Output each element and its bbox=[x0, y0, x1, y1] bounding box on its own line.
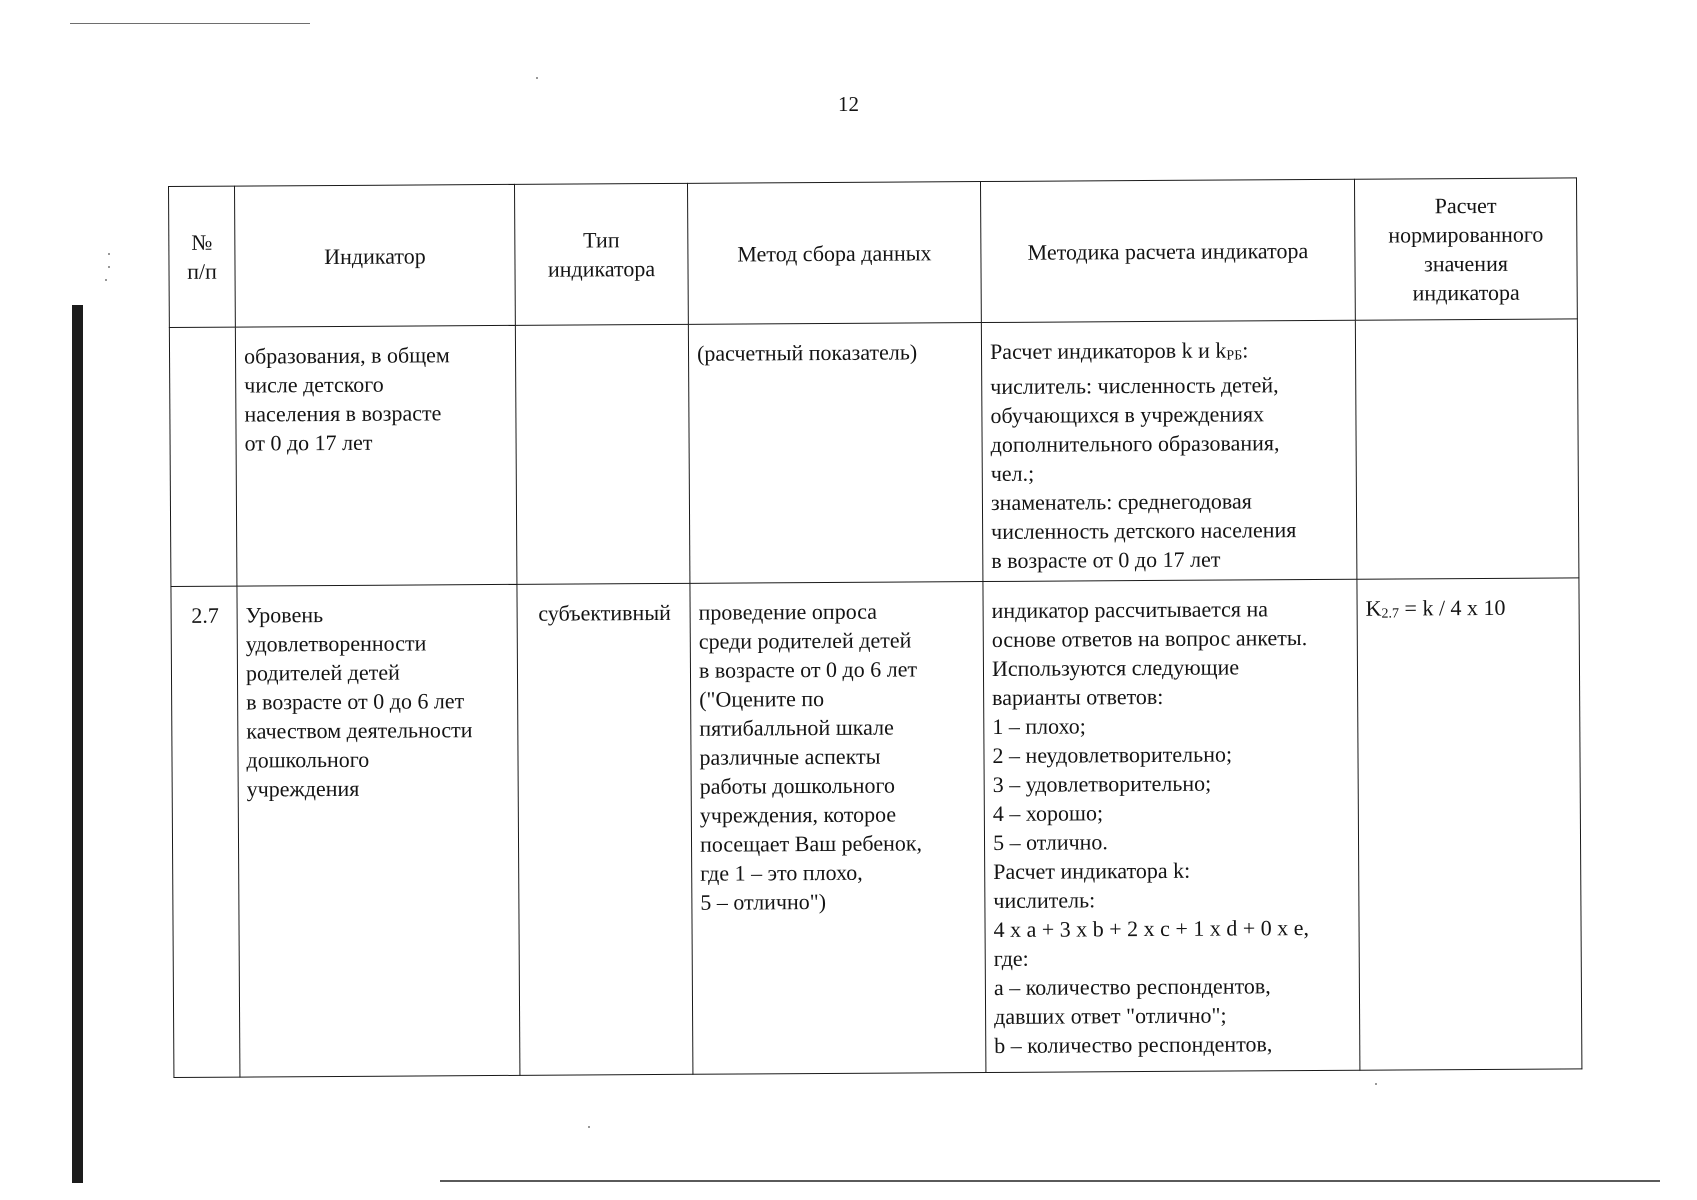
header-indicator: Индикатор bbox=[235, 184, 516, 327]
scan-speck bbox=[1375, 1083, 1377, 1085]
cell-method: (расчетный показатель) bbox=[688, 323, 983, 584]
table-header-row bbox=[169, 178, 1578, 328]
cell-calc: индикатор рассчитывается на основе ответов на вопрос анкеты. Используются следующие варианты ответов: 1 – плохо; 2 – неудовлетворительно; 3 – удовлетворительно; 4 – хорошо; 5 – отлично. Расчет индикатора k: числитель: 4 x a + 3 x b + 2 x c + 1 x d + 0 x e, где: a – количество респондентов, давших ответ "отлично"; b – количество респондентов, bbox=[983, 579, 1360, 1072]
cell-indicator: Уровень удовлетворенности родителей детей в возрасте от 0 до 6 лет качеством деятельности дошкольного учреждения bbox=[237, 584, 520, 1077]
cell-type: субъективный bbox=[517, 583, 693, 1075]
header-calc-method: Методика расчета индикатора bbox=[980, 179, 1355, 322]
cell-normalized bbox=[1357, 578, 1582, 1070]
table-row bbox=[169, 319, 1579, 587]
normalized-formula: $K_{2.7} = k / 4$ x 10 bbox=[1365, 594, 1506, 622]
scan-speck bbox=[105, 279, 107, 281]
cell-num: 2.7 bbox=[171, 586, 240, 1077]
scan-artifact-top-line bbox=[70, 23, 310, 24]
header-type: Тип индикатора bbox=[514, 183, 688, 325]
cell-type bbox=[515, 324, 690, 584]
header-normalized: Расчет нормированного значения индикатора bbox=[1354, 178, 1577, 320]
scan-speck bbox=[108, 253, 110, 255]
cell-indicator: образования, в общем числе детского населения в возрасте от 0 до 17 лет bbox=[235, 325, 517, 586]
scan-speck bbox=[108, 266, 110, 268]
cell-normalized bbox=[1355, 319, 1579, 579]
page-number: 12 bbox=[838, 92, 859, 116]
table-row bbox=[171, 578, 1582, 1078]
scan-artifact-bottom-line bbox=[440, 1180, 1660, 1182]
calc-first-line: Расчет индикаторов k и $k_{РБ}$: bbox=[989, 337, 1249, 364]
indicators-table bbox=[168, 177, 1582, 1078]
cell-num bbox=[169, 327, 237, 586]
scan-speck bbox=[588, 1126, 590, 1128]
cell-calc: Расчет индикаторов k и $k_{РБ}$: числитель: численность детей, обучающихся в учреждениях дополнительного образования, чел.; знаменатель: среднегодовая численность детского населения в возрасте от 0 до 17 лет bbox=[981, 320, 1357, 581]
cell-method: проведение опроса среди родителей детей в возрасте от 0 до 6 лет ("Оцените по пятибалльной шкале различные аспекты работы дошкольного учреждения, которое посещает Ваш ребенок, где 1 – это плохо, 5 – отлично") bbox=[690, 582, 986, 1075]
header-method: Метод сбора данных bbox=[687, 182, 981, 325]
scan-artifact-left-bar bbox=[72, 305, 83, 1183]
header-num: № п/п bbox=[169, 186, 236, 327]
scan-speck bbox=[536, 77, 538, 79]
